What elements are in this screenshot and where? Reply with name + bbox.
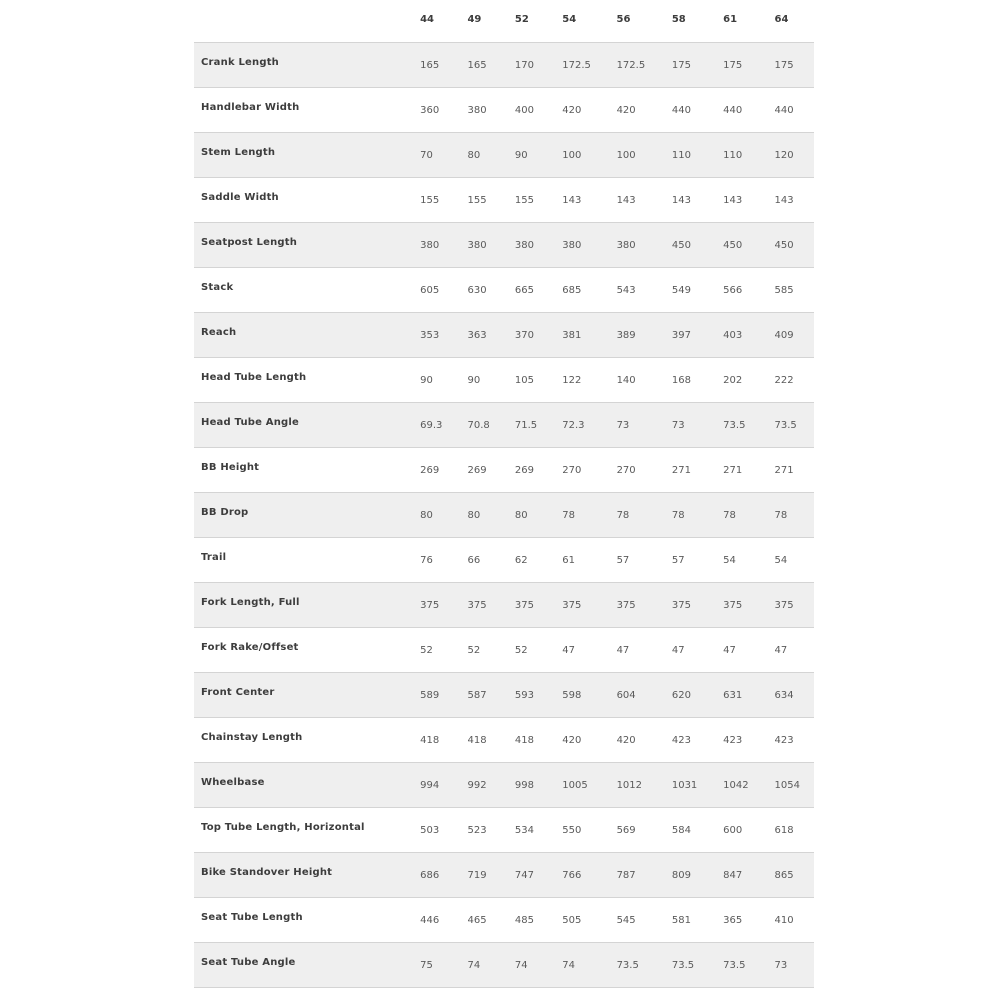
size-header: 49 (467, 13, 482, 25)
table-cell: 420 (562, 104, 582, 116)
row-label: Head Tube Angle (201, 416, 300, 428)
table-cell: 587 (467, 689, 487, 701)
table-cell: 360 (420, 104, 440, 116)
table-cell: 168 (671, 374, 691, 386)
table-cell: 766 (562, 869, 582, 881)
table-cell: 74 (467, 959, 481, 971)
table-cell: 380 (467, 239, 487, 251)
table-cell: 847 (723, 869, 743, 881)
table-cell: 363 (467, 329, 487, 341)
table-cell: 78 (774, 509, 788, 521)
table-cell: 100 (562, 149, 582, 161)
table-cell: 269 (514, 464, 534, 476)
table-cell: 380 (562, 239, 582, 251)
table-row (194, 403, 814, 448)
table-row (194, 673, 814, 718)
table-row (194, 313, 814, 358)
table-cell: 397 (671, 329, 691, 341)
table-cell: 61 (562, 554, 575, 566)
table-cell: 581 (671, 914, 691, 926)
table-cell: 600 (723, 824, 743, 836)
table-cell: 620 (671, 689, 691, 701)
table-cell: 375 (562, 599, 582, 611)
table-cell: 71.5 (514, 419, 538, 431)
table-cell: 686 (420, 869, 440, 881)
table-cell: 110 (671, 149, 691, 161)
table-cell: 665 (514, 284, 534, 296)
table-cell: 375 (514, 599, 534, 611)
table-cell: 75 (420, 959, 433, 971)
table-cell: 534 (514, 824, 534, 836)
table-cell: 450 (671, 239, 691, 251)
table-cell: 80 (514, 509, 528, 521)
table-cell: 222 (774, 374, 794, 386)
table-cell: 375 (723, 599, 743, 611)
table-cell: 78 (671, 509, 685, 521)
table-cell: 630 (467, 284, 487, 296)
table-cell: 143 (616, 194, 636, 206)
table-cell: 155 (467, 194, 487, 206)
row-label: Seat Tube Length (201, 911, 303, 923)
table-cell: 420 (616, 104, 636, 116)
table-cell: 143 (723, 194, 743, 206)
row-label: BB Height (201, 461, 260, 473)
row-label: Chainstay Length (201, 731, 303, 743)
table-cell: 78 (616, 509, 630, 521)
table-cell: 74 (562, 959, 575, 971)
table-row (194, 943, 814, 988)
row-label: Fork Rake/Offset (201, 641, 299, 653)
table-cell: 269 (467, 464, 487, 476)
table-cell: 120 (774, 149, 794, 161)
size-header-row (194, 0, 814, 43)
table-cell: 78 (723, 509, 736, 521)
table-cell: 450 (723, 239, 743, 251)
table-cell: 52 (467, 644, 481, 656)
table-cell: 994 (420, 779, 440, 791)
row-label: Fork Length, Full (201, 596, 300, 608)
table-row (194, 133, 814, 178)
table-row (194, 493, 814, 538)
table-row (194, 808, 814, 853)
table-cell: 47 (774, 644, 788, 656)
table-cell: 155 (420, 194, 440, 206)
table-row (194, 448, 814, 493)
row-label: Crank Length (201, 56, 280, 68)
table-cell: 545 (616, 914, 636, 926)
row-label: Wheelbase (201, 776, 265, 788)
table-cell: 380 (467, 104, 487, 116)
table-cell: 73.5 (723, 419, 746, 431)
table-cell: 549 (671, 284, 691, 296)
table-cell: 450 (774, 239, 794, 251)
table-row (194, 88, 814, 133)
table-cell: 375 (467, 599, 487, 611)
table-cell: 1042 (723, 779, 749, 791)
table-cell: 418 (514, 734, 534, 746)
table-cell: 569 (616, 824, 636, 836)
size-header: 52 (514, 13, 529, 25)
table-cell: 604 (616, 689, 636, 701)
table-cell: 76 (420, 554, 433, 566)
table-cell: 73 (671, 419, 685, 431)
table-cell: 719 (467, 869, 487, 881)
table-cell: 57 (671, 554, 685, 566)
table-cell: 271 (723, 464, 743, 476)
table-cell: 170 (514, 59, 534, 71)
row-label: Bike Standover Height (201, 866, 333, 878)
table-cell: 589 (420, 689, 440, 701)
table-cell: 420 (562, 734, 582, 746)
table-body (194, 43, 814, 988)
geometry-table (194, 0, 814, 988)
row-label: Stack (201, 281, 234, 293)
row-label: Seat Tube Angle (201, 956, 296, 968)
table-cell: 73 (616, 419, 630, 431)
table-cell: 47 (723, 644, 736, 656)
table-cell: 865 (774, 869, 794, 881)
table-cell: 122 (562, 374, 582, 386)
table-cell: 52 (420, 644, 433, 656)
table-cell: 66 (467, 554, 481, 566)
table-cell: 62 (514, 554, 528, 566)
table-cell: 605 (420, 284, 440, 296)
table-cell: 72.3 (562, 419, 585, 431)
table-cell: 465 (467, 914, 487, 926)
table-cell: 505 (562, 914, 582, 926)
table-cell: 584 (671, 824, 691, 836)
table-cell: 423 (774, 734, 794, 746)
table-cell: 375 (420, 599, 440, 611)
table-cell: 420 (616, 734, 636, 746)
table-cell: 172.5 (616, 59, 646, 71)
size-header: 56 (616, 13, 631, 25)
table-cell: 598 (562, 689, 582, 701)
table-row (194, 898, 814, 943)
size-header: 58 (671, 13, 686, 25)
table-cell: 73.5 (616, 959, 639, 971)
table-cell: 269 (420, 464, 440, 476)
table-cell: 172.5 (562, 59, 591, 71)
table-cell: 440 (774, 104, 794, 116)
table-cell: 992 (467, 779, 487, 791)
table-row (194, 628, 814, 673)
row-label: Reach (201, 326, 237, 338)
table-row (194, 718, 814, 763)
table-cell: 353 (420, 329, 440, 341)
table-row (194, 583, 814, 628)
table-cell: 375 (671, 599, 691, 611)
row-label: Handlebar Width (201, 101, 300, 113)
table-cell: 73.5 (723, 959, 746, 971)
table-cell: 57 (616, 554, 630, 566)
row-label: Head Tube Length (201, 371, 307, 383)
table-cell: 105 (514, 374, 534, 386)
size-header: 61 (723, 13, 738, 25)
table-cell: 503 (420, 824, 440, 836)
table-cell: 375 (616, 599, 636, 611)
table-row (194, 763, 814, 808)
row-label: Seatpost Length (201, 236, 298, 248)
table-cell: 423 (671, 734, 691, 746)
table-cell: 270 (616, 464, 636, 476)
table-cell: 389 (616, 329, 636, 341)
size-header: 54 (562, 13, 577, 25)
row-label: Front Center (201, 686, 275, 698)
table-cell: 143 (562, 194, 582, 206)
table-cell: 175 (671, 59, 691, 71)
table-cell: 631 (723, 689, 743, 701)
table-cell: 70 (420, 149, 433, 161)
table-cell: 47 (616, 644, 630, 656)
table-cell: 403 (723, 329, 743, 341)
table-row (194, 43, 814, 88)
row-label: Saddle Width (201, 191, 279, 203)
row-label: Trail (201, 551, 227, 563)
table-cell: 418 (467, 734, 487, 746)
table-cell: 143 (671, 194, 691, 206)
table-cell: 80 (467, 509, 481, 521)
table-cell: 165 (467, 59, 487, 71)
table-cell: 270 (562, 464, 582, 476)
size-header: 44 (420, 13, 434, 25)
table-cell: 365 (723, 914, 743, 926)
table-cell: 47 (562, 644, 575, 656)
table-cell: 90 (514, 149, 528, 161)
table-cell: 998 (514, 779, 534, 791)
table-cell: 809 (671, 869, 691, 881)
table-cell: 70.8 (467, 419, 490, 431)
table-cell: 175 (723, 59, 743, 71)
table-cell: 380 (616, 239, 636, 251)
table-row (194, 538, 814, 583)
table-cell: 634 (774, 689, 794, 701)
table-cell: 593 (514, 689, 534, 701)
table-cell: 155 (514, 194, 534, 206)
table-cell: 90 (420, 374, 433, 386)
table-cell: 202 (723, 374, 743, 386)
table-cell: 271 (671, 464, 691, 476)
table-cell: 1054 (774, 779, 800, 791)
table-cell: 1012 (616, 779, 643, 791)
table-cell: 165 (420, 59, 440, 71)
table-cell: 47 (671, 644, 685, 656)
table-row (194, 178, 814, 223)
table-cell: 54 (774, 554, 788, 566)
table-cell: 90 (467, 374, 481, 386)
table-cell: 73.5 (774, 419, 797, 431)
table-cell: 69.3 (420, 419, 443, 431)
table-row (194, 853, 814, 898)
table-cell: 271 (774, 464, 794, 476)
table-cell: 787 (616, 869, 636, 881)
table-cell: 418 (420, 734, 440, 746)
table-cell: 523 (467, 824, 487, 836)
table-cell: 73 (774, 959, 788, 971)
table-row (194, 223, 814, 268)
row-label: Top Tube Length, Horizontal (201, 821, 365, 833)
table-cell: 685 (562, 284, 582, 296)
table-cell: 380 (514, 239, 534, 251)
table-cell: 446 (420, 914, 440, 926)
table-cell: 747 (514, 869, 534, 881)
table-cell: 73.5 (671, 959, 695, 971)
table-cell: 550 (562, 824, 582, 836)
table-cell: 440 (671, 104, 691, 116)
table-cell: 52 (514, 644, 528, 656)
table-row (194, 268, 814, 313)
table-cell: 400 (514, 104, 534, 116)
table-cell: 1005 (562, 779, 588, 791)
table-cell: 380 (420, 239, 440, 251)
table-cell: 100 (616, 149, 636, 161)
table-cell: 175 (774, 59, 794, 71)
table-cell: 566 (723, 284, 743, 296)
table-cell: 143 (774, 194, 794, 206)
table-cell: 485 (514, 914, 534, 926)
table-cell: 1031 (671, 779, 698, 791)
table-cell: 74 (514, 959, 528, 971)
table-row (194, 358, 814, 403)
row-label: Stem Length (201, 146, 276, 158)
table-cell: 110 (723, 149, 743, 161)
table-cell: 140 (616, 374, 636, 386)
table-cell: 370 (514, 329, 534, 341)
table-cell: 78 (562, 509, 575, 521)
table-cell: 410 (774, 914, 794, 926)
table-cell: 440 (723, 104, 743, 116)
table-cell: 618 (774, 824, 794, 836)
table-cell: 80 (420, 509, 433, 521)
table-cell: 423 (723, 734, 743, 746)
table-cell: 585 (774, 284, 794, 296)
table-cell: 409 (774, 329, 794, 341)
table-cell: 543 (616, 284, 636, 296)
table-cell: 381 (562, 329, 582, 341)
size-header: 64 (774, 13, 789, 25)
row-label: BB Drop (201, 506, 249, 518)
table-cell: 375 (774, 599, 794, 611)
table-cell: 54 (723, 554, 736, 566)
table-cell: 80 (467, 149, 481, 161)
